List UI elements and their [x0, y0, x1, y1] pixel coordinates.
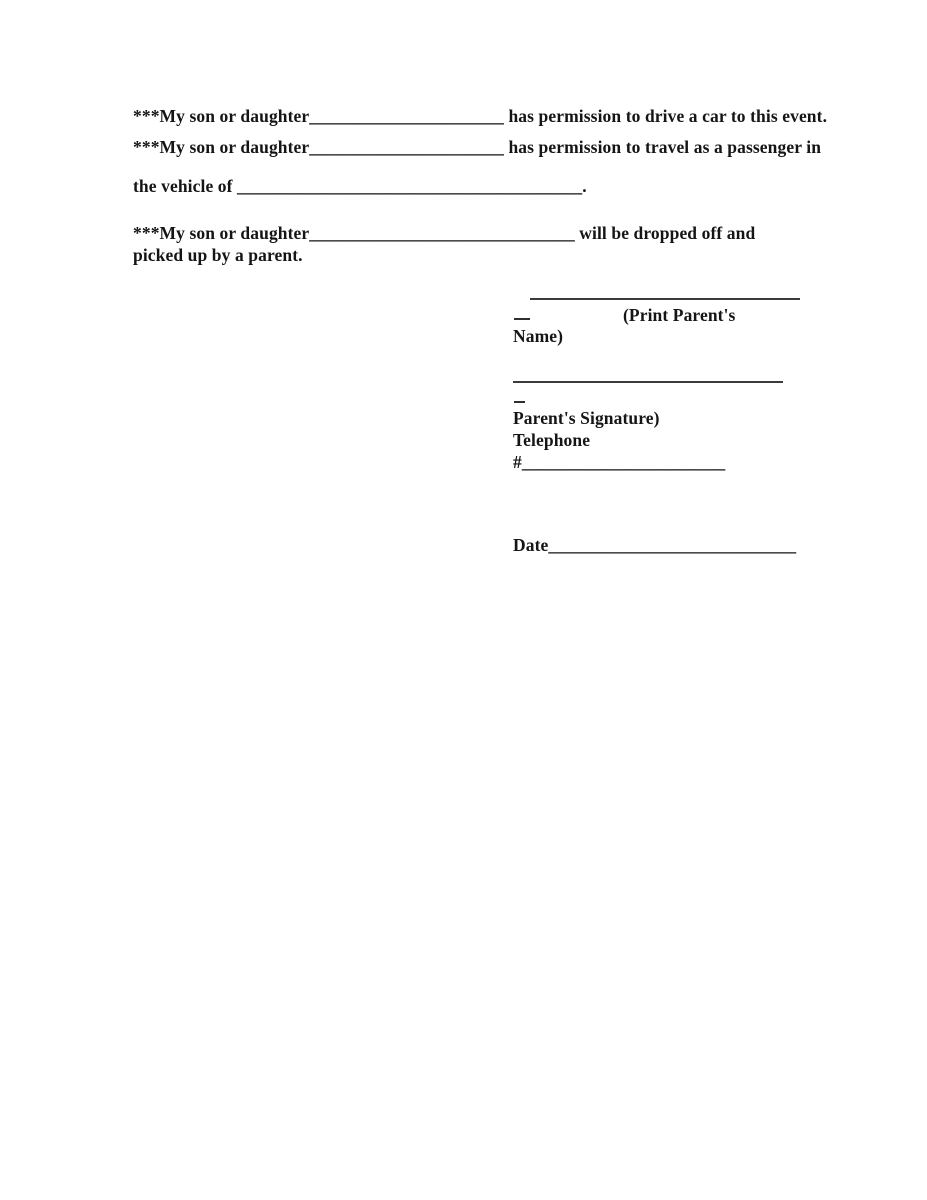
date-label: Date	[513, 535, 549, 555]
telephone-hash: #	[513, 452, 522, 472]
paragraph-drive-blank[interactable]: ______________________	[309, 106, 504, 126]
telephone-label: Telephone	[513, 430, 591, 450]
telephone-blank[interactable]: _______________________	[521, 452, 726, 472]
parent-signature-caption: Parent's Signature)	[513, 408, 660, 428]
paragraph-vehicle-suffix: .	[582, 176, 587, 196]
paragraph-drive-permission	[133, 108, 827, 126]
paragraph-passenger-blank[interactable]: ______________________	[309, 137, 504, 157]
paragraph-dropped-prefix: ***My son or daughter	[133, 223, 310, 243]
print-parent-name-rule[interactable]	[530, 298, 800, 300]
paragraph-vehicle-blank[interactable]: _______________________________________	[237, 176, 583, 196]
date-blank[interactable]: ____________________________	[548, 535, 797, 555]
date-field-row	[513, 537, 796, 555]
paragraph-vehicle-of	[133, 178, 587, 196]
paragraph-dropped-off	[133, 225, 755, 243]
print-parent-name-caption-line1: (Print Parent's	[623, 305, 736, 325]
paragraph-passenger-permission	[133, 139, 821, 157]
paragraph-drive-suffix: has permission to drive a car to this event.	[504, 106, 828, 126]
paragraph-dropped-blank[interactable]: ______________________________	[309, 223, 575, 243]
print-parent-name-rule-fragment	[514, 318, 530, 320]
telephone-field-row	[513, 454, 725, 472]
paragraph-drive-prefix: ***My son or daughter	[133, 106, 310, 126]
paragraph-vehicle-prefix: the vehicle of	[133, 176, 238, 196]
paragraph-dropped-suffix: will be dropped off and	[574, 223, 756, 243]
paragraph-passenger-prefix: ***My son or daughter	[133, 137, 310, 157]
paragraph-dropped-continuation: picked up by a parent.	[133, 245, 303, 265]
paragraph-passenger-suffix: has permission to travel as a passenger in	[504, 137, 822, 157]
print-parent-name-caption-line2: Name)	[513, 326, 564, 346]
parent-signature-rule[interactable]	[513, 381, 783, 383]
parent-signature-rule-fragment	[514, 401, 525, 403]
